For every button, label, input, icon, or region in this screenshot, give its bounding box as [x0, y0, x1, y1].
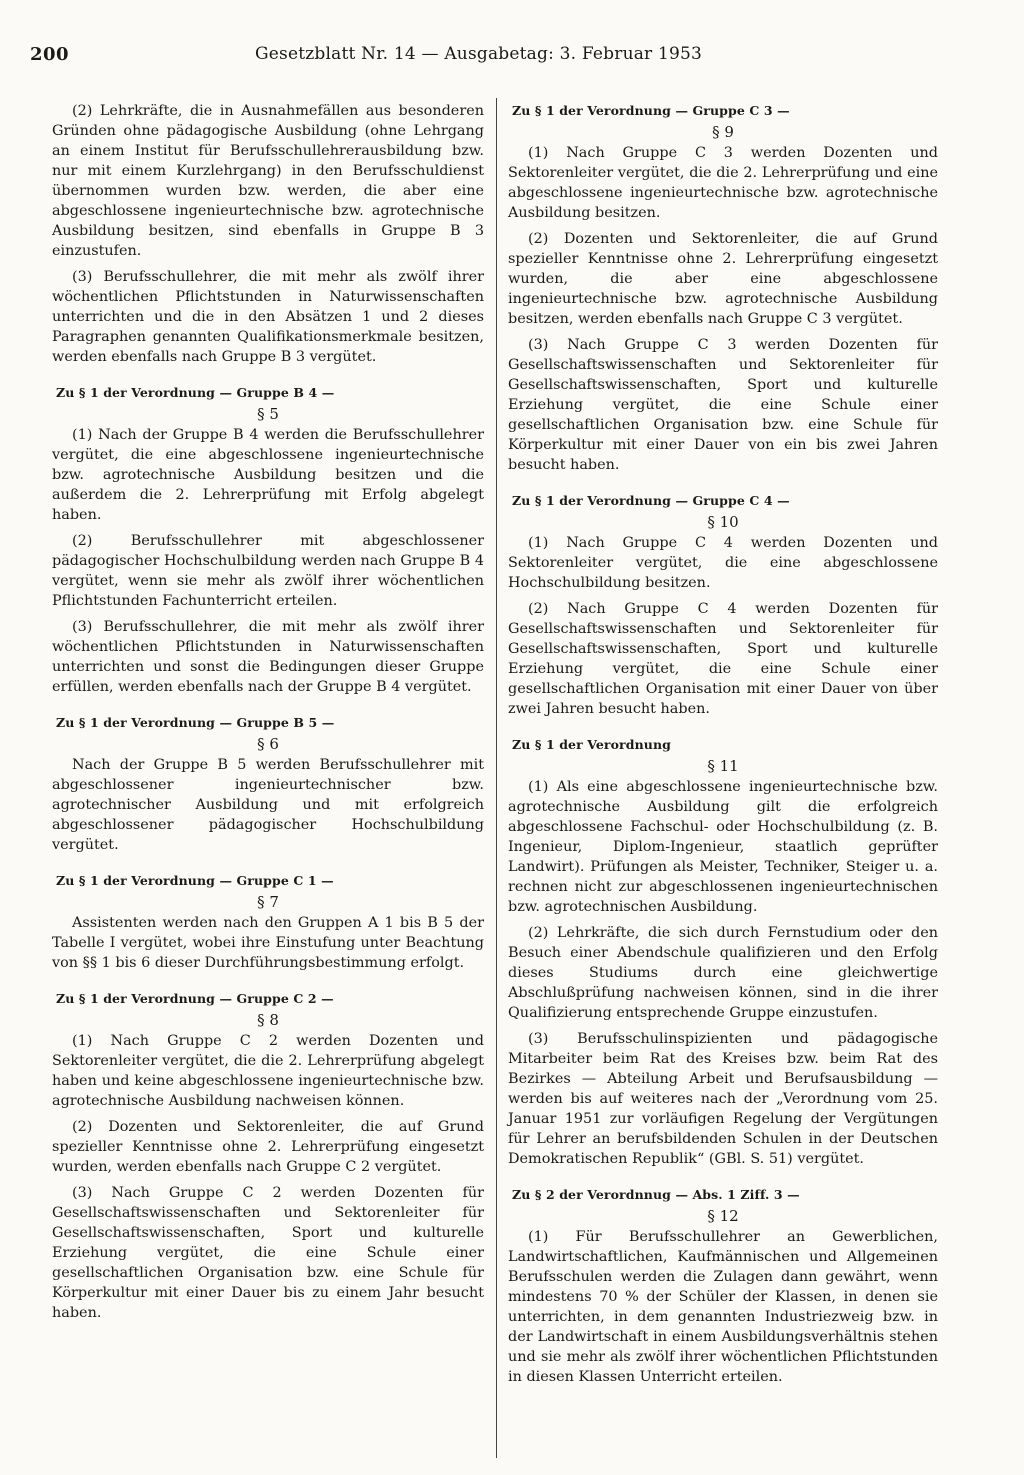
- left-column: [52, 101, 484, 1329]
- gazette-header-title: Gesetzblatt Nr. 14 — Ausgabetag: 3. Februar 1953: [255, 44, 703, 64]
- page-header: [30, 44, 730, 84]
- section-heading: Zu § 1 der Verordnung — Gruppe C 1 —: [56, 873, 334, 888]
- section-number: § 5: [257, 405, 279, 423]
- section-number: § 8: [257, 1011, 279, 1029]
- section-heading: Zu § 1 der Verordnung — Gruppe C 3 —: [512, 103, 790, 118]
- paragraph: Nach der Gruppe B 5 werden Berufsschullehrer mit abgeschlossener ingenieurtechnischer bzw. agrotechnischer Ausbildung und mit erfolgreich abgeschlossener pädagogischer Hochschulbildung vergütet.: [52, 757, 484, 853]
- paragraph: (1) Für Berufsschullehrer an Gewerblichen, Landwirtschaftlichen, Kaufmännischen und Allgemeinen Berufsschulen werden die Zulagen dann gewährt, wenn mindestens 70 % der Schüler der Klassen, in denen sie unterrichten, in dem genannten Industriezweig bzw. in der Landwirtschaft in einem Ausbildungsverhältnis stehen und sie mehr als zwölf ihrer wöchentlichen Pflichtstunden in diesen Klassen Unterricht erteilen.: [508, 1229, 938, 1385]
- section-number: § 9: [712, 123, 734, 141]
- paragraph: (1) Nach Gruppe C 4 werden Dozenten und Sektorenleiter vergütet, die eine abgeschlossene Hochschulbildung besitzen.: [508, 535, 938, 591]
- paragraph: (2) Nach Gruppe C 4 werden Dozenten für Gesellschaftswissenschaften und Sektorenleiter für Gesellschaftswissenschaften, Sport und kulturelle Erziehung vergütet, die eine Schule einer gesellschaftlichen Organisation mit einer Dauer von über zwei Jahren besucht haben.: [508, 601, 938, 717]
- section-heading: Zu § 1 der Verordnung: [512, 737, 671, 752]
- paragraph: (1) Nach Gruppe C 3 werden Dozenten und Sektorenleiter vergütet, die die 2. Lehrerprüfung und eine abgeschlossene ingenieurtechnische bzw. agrotechnische Ausbildung besitzen.: [508, 145, 938, 221]
- section-number: § 12: [707, 1207, 739, 1225]
- paragraph: (3) Nach Gruppe C 2 werden Dozenten für Gesellschaftswissenschaften und Sektorenleiter für Gesellschaftswissenschaften, Sport und kulturelle Erziehung vergütet, die eine Schule einer gesellschaftlichen Organisation bzw. eine Schule für Körperkultur mit einer Dauer bis zu einem Jahr besucht haben.: [52, 1185, 484, 1321]
- paragraph: (2) Lehrkräfte, die sich durch Fernstudium oder den Besuch einer Abendschule qualifizieren und den Erfolg dieses Studiums durch eine gleichwertige Abschlußprüfung nachweisen können, sind in die ihrer Qualifizierung entsprechende Gruppe einzustufen.: [508, 925, 938, 1021]
- section-heading: Zu § 2 der Verordnnug — Abs. 1 Ziff. 3 —: [512, 1187, 800, 1202]
- section-number: § 10: [707, 513, 739, 531]
- paragraph: (3) Berufsschulinspizienten und pädagogische Mitarbeiter beim Rat des Kreises bzw. beim Rat des Bezirkes — Abteilung Arbeit und Berufsausbildung — werden bis auf weiteres nach der „Verordnung vom 25. Januar 1951 zur vorläufigen Regelung der Vergütungen für Lehrer an berufsbildenden Schulen in der Deutschen Demokratischen Republik“ (GBl. S. 51) vergütet.: [508, 1031, 938, 1167]
- paragraph: (3) Berufsschullehrer, die mit mehr als zwölf ihrer wöchentlichen Pflichtstunden in Naturwissenschaften unterrichten und sonst die Bedingungen dieser Gruppe erfüllen, werden ebenfalls nach der Gruppe B 4 vergütet.: [52, 619, 484, 695]
- paragraph: (1) Als eine abgeschlossene ingenieurtechnische bzw. agrotechnische Ausbildung gilt die erfolgreich abgeschlossene Fachschul- oder Hochschulbildung (z. B. Ingenieur, Diplom-Ingenieur, staatlich geprüfter Landwirt). Prüfungen als Meister, Techniker, Steiger u. a. rechnen nicht zur abgeschlossenen ingenieurtechnischen bzw. agrotechnischen Ausbildung.: [508, 779, 938, 915]
- paragraph: Assistenten werden nach den Gruppen A 1 bis B 5 der Tabelle I vergütet, wobei ihre Einstufung unter Beachtung von §§ 1 bis 6 dieser Durchführungsbestimmung erfolgt.: [52, 915, 484, 971]
- section-number: § 11: [707, 757, 739, 775]
- paragraph: (2) Dozenten und Sektorenleiter, die auf Grund spezieller Kenntnisse ohne 2. Lehrerprüfung eingesetzt wurden, werden ebenfalls nach Gruppe C 2 vergütet.: [52, 1119, 484, 1175]
- section-heading: Zu § 1 der Verordnung — Gruppe B 4 —: [56, 385, 335, 400]
- page-number: 200: [30, 44, 70, 65]
- section-number: § 6: [257, 735, 279, 753]
- section-heading: Zu § 1 der Verordnung — Gruppe C 2 —: [56, 991, 334, 1006]
- right-column: [508, 101, 938, 1393]
- paragraph: (2) Berufsschullehrer mit abgeschlossener pädagogischer Hochschulbildung werden nach Gruppe B 4 vergütet, wenn sie mehr als zwölf ihrer wöchentlichen Pflichtstunden Fachunterricht erteilen.: [52, 533, 484, 609]
- paragraph: (2) Lehrkräfte, die in Ausnahmefällen aus besonderen Gründen ohne pädagogische Ausbildung (ohne Lehrgang an einem Institut für Berufsschullehrerausbildung bzw. nur mit einem Kurzlehrgang) in den Berufsschuldienst übernommen wurden bzw. werden, die aber eine abgeschlossene ingenieurtechnische bzw. agrotechnische Ausbildung besitzen, sind ebenfalls in Gruppe B 3 einzustufen.: [52, 103, 484, 259]
- paragraph: (2) Dozenten und Sektorenleiter, die auf Grund spezieller Kenntnisse ohne 2. Lehrerprüfung eingesetzt wurden, die aber eine abgeschlossene ingenieurtechnische bzw. agrotechnische Ausbildung besitzen, werden ebenfalls nach Gruppe C 3 vergütet.: [508, 231, 938, 327]
- paragraph: (1) Nach Gruppe C 2 werden Dozenten und Sektorenleiter vergütet, die die 2. Lehrerprüfung abgelegt haben und keine abgeschlossene ingenieurtechnische bzw. agrotechnische Ausbildung nachweisen können.: [52, 1033, 484, 1109]
- paragraph: (3) Nach Gruppe C 3 werden Dozenten für Gesellschaftswissenschaften und Sektorenleiter für Gesellschaftswissenschaften, Sport und kulturelle Erziehung vergütet, die eine Schule einer gesellschaftlichen Organisation bzw. eine Schule für Körperkultur mit einer Dauer von ein bis zwei Jahren besucht haben.: [508, 337, 938, 473]
- paragraph: (3) Berufsschullehrer, die mit mehr als zwölf ihrer wöchentlichen Pflichtstunden in Naturwissenschaften unterrichten und die in den Absätzen 1 und 2 dieses Paragraphen genannten Qualifikationsmerkmale besitzen, werden ebenfalls nach Gruppe B 3 vergütet.: [52, 269, 484, 365]
- paragraph: (1) Nach der Gruppe B 4 werden die Berufsschullehrer vergütet, die eine abgeschlossene ingenieurtechnische bzw. agrotechnische Ausbildung besitzen und die außerdem die 2. Lehrerprüfung mit Erfolg abgelegt haben.: [52, 427, 484, 523]
- section-heading: Zu § 1 der Verordnung — Gruppe B 5 —: [56, 715, 335, 730]
- section-number: § 7: [257, 893, 279, 911]
- column-divider: [496, 98, 497, 1458]
- section-heading: Zu § 1 der Verordnung — Gruppe C 4 —: [512, 493, 790, 508]
